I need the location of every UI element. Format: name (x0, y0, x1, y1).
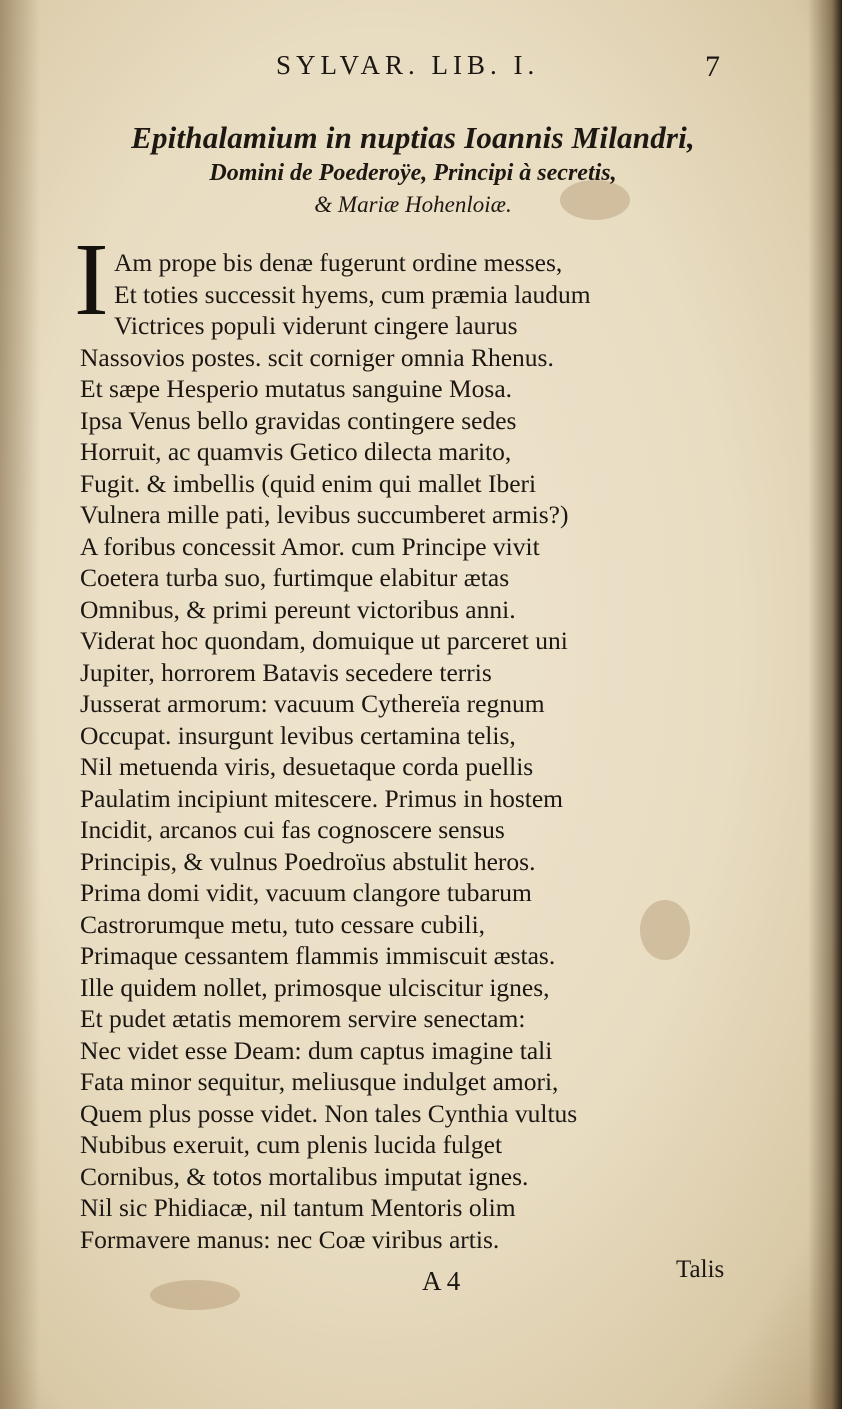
poem-verses (80, 247, 730, 1255)
verse-line: Prima domi vidit, vacuum clangore tubarum (80, 878, 532, 907)
verse-line: Omnibus, & primi pereunt victoribus anni. (80, 594, 516, 624)
poem-title-line-1: Epithalamium in nuptias Ioannis Milandri, (131, 120, 695, 155)
verse-line: Incidit, arcanos cui fas cognoscere sensus (80, 815, 505, 844)
verse-line: A foribus concessit Amor. cum Principe vivit (80, 531, 540, 561)
verse-line: Cornibus, & totos mortalibus imputat ignes. (80, 1161, 529, 1191)
verse-line: Nassovios postes. scit corniger omnia Rhenus. (80, 342, 554, 372)
verse-line: Fata minor sequitur, meliusque indulget amori, (80, 1067, 559, 1096)
verse-line: Principis, & vulnus Poedroïus abstulit heros. (80, 846, 536, 876)
verse-line: Coetera turba suo, furtimque elabitur ætas (80, 563, 510, 592)
page-gutter-shadow (0, 0, 40, 1409)
verse-line: Quem plus posse videt. Non tales Cynthia vultus (80, 1098, 578, 1128)
running-title: SYLVAR. LIB. I. (276, 50, 540, 80)
verse-line: Nubibus exeruit, cum plenis lucida fulget (80, 1130, 503, 1159)
verse-line: Et pudet ætatis memorem servire senectam: (80, 1004, 526, 1033)
verse-line: Nil sic Phidiacæ, nil tantum Mentoris olim (80, 1193, 516, 1222)
verse-line: Occupat. insurgunt levibus certamina telis, (80, 720, 516, 750)
foxing-stain (150, 1280, 240, 1310)
catchword: Talis (676, 1256, 725, 1283)
poem-title-line-3: & Mariæ Hohenloiæ. (314, 192, 512, 217)
verse-line: Fugit. & imbellis (quid enim qui mallet Iberi (80, 468, 537, 498)
page-edge-shadow (808, 0, 842, 1409)
verse-line: Et toties successit hyems, cum præmia laudum (114, 279, 591, 309)
verse-line: Nil metuenda viris, desuetaque corda puellis (80, 752, 534, 781)
verse-line: Vulnera mille pati, levibus succumberet armis?) (80, 500, 569, 529)
verse-line: Jusserat armorum: vacuum Cythereïa regnum (80, 689, 545, 718)
verse-line: Horruit, ac quamvis Getico dilecta marito, (80, 437, 512, 466)
poem-title-line-2: Domini de Poederoÿe, Principi à secretis, (209, 160, 617, 186)
verse-line: Ille quidem nollet, primosque ulciscitur ignes, (80, 972, 550, 1002)
verse-line: Viderat hoc quondam, domuique ut parceret uni (80, 626, 568, 655)
verse-line: Jupiter, horrorem Batavis secedere terris (80, 657, 492, 687)
verse-line: Am prope bis denæ fugerunt ordine messes, (114, 248, 563, 277)
verse-line: Paulatim incipiunt mitescere. Primus in hostem (80, 783, 564, 813)
verse-line: Castrorumque metu, tuto cessare cubili, (80, 909, 486, 939)
verse-line: Victrices populi viderunt cingere laurus (114, 311, 518, 340)
verse-line: Et sæpe Hesperio mutatus sanguine Mosa. (80, 374, 513, 403)
verse-line: Nec videt esse Deam: dum captus imagine tali (80, 1035, 553, 1065)
drop-cap: I (74, 222, 109, 337)
verse-line: Formavere manus: nec Coæ viribus artis. (80, 1224, 500, 1254)
verse-line: Ipsa Venus bello gravidas contingere sedes (80, 405, 517, 435)
verse-line: Primaque cessantem flammis immiscuit æstas. (80, 941, 556, 970)
page-number: 7 (705, 50, 720, 83)
signature-mark: A 4 (422, 1266, 461, 1296)
